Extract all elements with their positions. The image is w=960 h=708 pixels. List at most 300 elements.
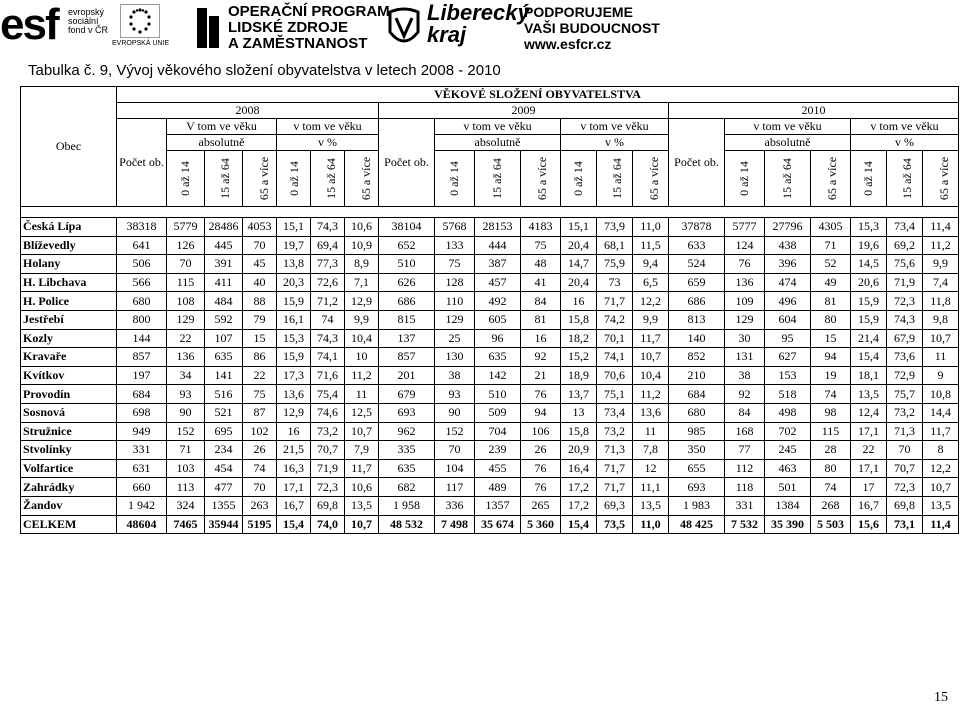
value-cell: 17,1 [277,478,311,497]
age-col-header [435,151,475,207]
logo-bar [0,0,660,58]
table-row [21,496,959,515]
value-cell: 26 [521,441,561,460]
value-cell: 70,7 [311,441,345,460]
value-cell: 13,6 [633,403,669,422]
value-cell: 484 [205,292,243,311]
value-cell: 74,3 [887,310,923,329]
value-cell: 11 [633,422,669,441]
value-cell: 136 [167,348,205,367]
esf-line-2: sociální [68,16,99,26]
value-cell: 635 [379,459,435,478]
value-cell: 15,4 [851,348,887,367]
obec-name-cell: Žandov [21,496,117,515]
esf-text [68,8,108,35]
total-value-cell: 35944 [205,515,243,534]
value-cell: 71,2 [311,292,345,311]
value-cell: 234 [205,441,243,460]
value-cell: 17,1 [851,422,887,441]
procent-2009: v % [561,135,669,151]
age-col-header [597,151,633,207]
value-cell: 10,9 [345,236,379,255]
value-cell: 10,7 [633,348,669,367]
value-cell: 75 [521,236,561,255]
value-cell: 15,8 [561,422,597,441]
value-cell: 201 [379,366,435,385]
value-cell: 73,2 [597,422,633,441]
value-cell: 12,4 [851,403,887,422]
value-cell: 17,1 [851,459,887,478]
value-cell: 11,2 [345,366,379,385]
value-cell: 75,4 [311,385,345,404]
value-cell: 28 [811,441,851,460]
value-cell: 77,3 [311,255,345,274]
value-cell: 693 [379,403,435,422]
value-cell: 18,9 [561,366,597,385]
age-col-header [561,151,597,207]
value-cell: 684 [117,385,167,404]
value-cell: 52 [811,255,851,274]
eu-label: EVROPSKÁ UNIE [112,40,170,47]
value-cell: 19,6 [851,236,887,255]
obec-name-cell: Holany [21,255,117,274]
value-cell: 16,3 [277,459,311,478]
value-cell: 28153 [475,218,521,237]
value-cell: 92 [521,348,561,367]
value-cell: 11,2 [633,385,669,404]
value-cell: 633 [669,236,725,255]
op-line-2: LIDSKÉ ZDROJE [228,19,349,36]
value-cell: 75,7 [887,385,923,404]
age-col-label: 65 a více [535,156,550,201]
value-cell: 131 [725,348,765,367]
value-cell: 5777 [725,218,765,237]
value-cell: 92 [725,385,765,404]
value-cell: 75,1 [597,385,633,404]
value-cell: 106 [521,422,561,441]
value-cell: 521 [205,403,243,422]
value-cell: 13,7 [561,385,597,404]
value-cell: 11,2 [923,236,959,255]
value-cell: 112 [725,459,765,478]
value-cell: 9,9 [345,310,379,329]
value-cell: 152 [435,422,475,441]
value-cell: 69,3 [597,496,633,515]
value-cell: 14,4 [923,403,959,422]
value-cell: 15,9 [851,310,887,329]
value-cell: 695 [205,422,243,441]
total-value-cell: 7465 [167,515,205,534]
value-cell: 11,1 [633,478,669,497]
age-col-label: 65 a více [257,156,272,201]
value-cell: 815 [379,310,435,329]
value-cell: 103 [167,459,205,478]
value-cell: 90 [167,403,205,422]
kraj-line-2: kraj [427,22,467,47]
total-value-cell: 7 498 [435,515,475,534]
age-col-header [205,151,243,207]
value-cell: 605 [475,310,521,329]
group-2010-abs: v tom ve věku [725,119,851,135]
vasi-line-1: PODPORUJEME [524,4,633,20]
value-cell: 698 [117,403,167,422]
age-col-header [243,151,277,207]
value-cell: 9,8 [923,310,959,329]
value-cell: 45 [243,255,277,274]
obec-name-cell: Kvítkov [21,366,117,385]
op-logo-icon [195,6,221,50]
total-row [21,515,959,534]
value-cell: 69,2 [887,236,923,255]
group-2009-pct: v tom ve věku [561,119,669,135]
value-cell: 454 [205,459,243,478]
value-cell: 12 [633,459,669,478]
value-cell: 16 [277,422,311,441]
total-value-cell: 74,0 [311,515,345,534]
total-value-cell: 7 532 [725,515,765,534]
value-cell: 73,4 [887,218,923,237]
age-col-header [277,151,311,207]
value-cell: 7,1 [345,273,379,292]
value-cell: 6,5 [633,273,669,292]
value-cell: 10,4 [633,366,669,385]
value-cell: 463 [765,459,811,478]
value-cell: 73,2 [887,403,923,422]
value-cell: 680 [669,403,725,422]
value-cell: 592 [205,310,243,329]
value-cell: 30 [725,329,765,348]
value-cell: 13 [561,403,597,422]
value-cell: 15,9 [277,348,311,367]
esf-line-3: fond v ČR [68,25,109,35]
age-col-label: 0 až 14 [737,161,751,196]
value-cell: 16,7 [851,496,887,515]
value-cell: 128 [435,273,475,292]
value-cell: 72,3 [887,292,923,311]
year-2009: 2009 [379,103,669,119]
value-cell: 70,1 [597,329,633,348]
total-value-cell: 48 532 [379,515,435,534]
value-cell: 41 [521,273,561,292]
value-cell: 15,2 [561,348,597,367]
obec-name-cell: H. Libchava [21,273,117,292]
spacer-cell [21,207,959,218]
value-cell: 71,7 [597,459,633,478]
value-cell: 631 [117,459,167,478]
value-cell: 12,9 [345,292,379,311]
value-cell: 16,7 [277,496,311,515]
value-cell: 130 [435,348,475,367]
value-cell: 506 [117,255,167,274]
value-cell: 660 [117,478,167,497]
value-cell: 15,1 [277,218,311,237]
value-cell: 76 [521,385,561,404]
spacer-row [21,207,959,218]
value-cell: 93 [435,385,475,404]
value-cell: 245 [765,441,811,460]
value-cell: 516 [205,385,243,404]
total-value-cell: 11,4 [923,515,959,534]
value-cell: 13,5 [345,496,379,515]
value-cell: 70 [243,478,277,497]
value-cell: 852 [669,348,725,367]
total-value-cell: 15,4 [277,515,311,534]
procent-2010: v % [851,135,959,151]
value-cell: 74 [311,310,345,329]
value-cell: 152 [167,422,205,441]
value-cell: 76 [521,459,561,478]
value-cell: 985 [669,422,725,441]
value-cell: 509 [475,403,521,422]
value-cell: 10,4 [345,329,379,348]
value-cell: 682 [379,478,435,497]
value-cell: 396 [765,255,811,274]
value-cell: 69,8 [311,496,345,515]
header-obec: Obec [21,87,117,207]
value-cell: 16,4 [561,459,597,478]
total-value-cell: 73,5 [597,515,633,534]
value-cell: 15,3 [277,329,311,348]
age-col-header [851,151,887,207]
value-cell: 9,9 [633,310,669,329]
value-cell: 77 [725,441,765,460]
age-col-header [345,151,379,207]
value-cell: 74,3 [311,329,345,348]
age-col-label: 65 a více [825,156,840,201]
value-cell: 142 [475,366,521,385]
group-2008-abs: V tom ve věku [167,119,277,135]
value-cell: 12,2 [923,459,959,478]
value-cell: 95 [765,329,811,348]
value-cell: 113 [167,478,205,497]
value-cell: 70,6 [597,366,633,385]
age-col-label: 0 až 14 [286,161,301,196]
value-cell: 15,3 [851,218,887,237]
value-cell: 10 [345,348,379,367]
value-cell: 117 [435,478,475,497]
obec-name-cell: Volfartice [21,459,117,478]
value-cell: 84 [521,292,561,311]
value-cell: 70,7 [887,459,923,478]
value-cell: 11,8 [923,292,959,311]
year-2008: 2008 [117,103,379,119]
total-value-cell: 48 425 [669,515,725,534]
value-cell: 70 [887,441,923,460]
value-cell: 49 [811,273,851,292]
value-cell: 857 [117,348,167,367]
value-cell: 14,7 [561,255,597,274]
value-cell: 12,5 [345,403,379,422]
value-cell: 70 [243,236,277,255]
value-cell: 21 [521,366,561,385]
total-value-cell: 35 390 [765,515,811,534]
table-row [21,292,959,311]
value-cell: 474 [765,273,811,292]
value-cell: 74,1 [597,348,633,367]
value-cell: 126 [167,236,205,255]
age-col-header [923,151,959,207]
value-cell: 74,3 [311,218,345,237]
value-cell: 69,8 [887,496,923,515]
value-cell: 10,6 [345,478,379,497]
total-value-cell: 48604 [117,515,167,534]
value-cell: 75,6 [887,255,923,274]
obec-name-cell: Blíževedly [21,236,117,255]
value-cell: 71 [167,441,205,460]
value-cell: 71,7 [597,292,633,311]
value-cell: 69,4 [311,236,345,255]
value-cell: 962 [379,422,435,441]
esf-letters: esf [0,0,58,49]
value-cell: 566 [117,273,167,292]
value-cell: 75,9 [597,255,633,274]
value-cell: 324 [167,496,205,515]
value-cell: 129 [435,310,475,329]
value-cell: 10,8 [923,385,959,404]
value-cell: 12,9 [277,403,311,422]
table-row [21,310,959,329]
value-cell: 17 [851,478,887,497]
value-cell: 684 [669,385,725,404]
kraj-logo-text [427,2,530,46]
value-cell: 11,7 [923,422,959,441]
value-cell: 109 [725,292,765,311]
value-cell: 445 [205,236,243,255]
value-cell: 11,7 [633,329,669,348]
obec-name-cell: Stružnice [21,422,117,441]
value-cell: 20,6 [851,273,887,292]
value-cell: 12,2 [633,292,669,311]
value-cell: 391 [205,255,243,274]
value-cell: 74,2 [597,310,633,329]
value-cell: 15 [811,329,851,348]
value-cell: 84 [725,403,765,422]
value-cell: 5768 [435,218,475,237]
kraj-logo-icon [386,6,422,50]
value-cell: 336 [435,496,475,515]
value-cell: 38104 [379,218,435,237]
value-cell: 93 [167,385,205,404]
value-cell: 20,4 [561,236,597,255]
value-cell: 22 [243,366,277,385]
age-col-header [765,151,811,207]
value-cell: 34 [167,366,205,385]
value-cell: 8,9 [345,255,379,274]
value-cell: 17,2 [561,478,597,497]
value-cell: 94 [521,403,561,422]
obec-name-cell: Zahrádky [21,478,117,497]
value-cell: 107 [205,329,243,348]
value-cell: 455 [475,459,521,478]
value-cell: 27796 [765,218,811,237]
value-cell: 11,0 [633,218,669,237]
value-cell: 387 [475,255,521,274]
value-cell: 11,5 [633,236,669,255]
value-cell: 133 [435,236,475,255]
obec-name-cell: Stvolínky [21,441,117,460]
value-cell: 80 [811,310,851,329]
value-cell: 73,6 [887,348,923,367]
value-cell: 659 [669,273,725,292]
table-row [21,403,959,422]
value-cell: 96 [475,329,521,348]
total-value-cell: 11,0 [633,515,669,534]
value-cell: 17,2 [561,496,597,515]
value-cell: 524 [669,255,725,274]
value-cell: 19 [811,366,851,385]
value-cell: 67,9 [887,329,923,348]
total-value-cell: 5195 [243,515,277,534]
value-cell: 87 [243,403,277,422]
value-cell: 73,9 [597,218,633,237]
value-cell: 104 [435,459,475,478]
vasi-line-3: www.esfcr.cz [524,36,612,52]
value-cell: 693 [669,478,725,497]
value-cell: 22 [167,329,205,348]
value-cell: 813 [669,310,725,329]
value-cell: 641 [117,236,167,255]
value-cell: 411 [205,273,243,292]
value-cell: 90 [435,403,475,422]
value-cell: 153 [765,366,811,385]
value-cell: 40 [243,273,277,292]
value-cell: 1 983 [669,496,725,515]
value-cell: 13,6 [277,385,311,404]
value-cell: 9 [923,366,959,385]
value-cell: 444 [475,236,521,255]
value-cell: 10,7 [345,422,379,441]
value-cell: 680 [117,292,167,311]
age-col-label: 15 až 64 [780,158,794,199]
value-cell: 74 [811,385,851,404]
value-cell: 21,4 [851,329,887,348]
vasi-line-2: VAŠI BUDOUCNOST [524,20,660,36]
value-cell: 15,9 [851,292,887,311]
value-cell: 702 [765,422,811,441]
obec-name-cell: Provodín [21,385,117,404]
value-cell: 81 [811,292,851,311]
age-col-header [725,151,765,207]
obec-name-cell: Kozly [21,329,117,348]
value-cell: 76 [521,478,561,497]
value-cell: 8 [923,441,959,460]
eu-flag-icon [120,4,160,38]
total-value-cell: 35 674 [475,515,521,534]
obec-name-cell: Česká Lípa [21,218,117,237]
table-row [21,218,959,237]
age-col-header [521,151,561,207]
value-cell: 13,5 [923,496,959,515]
value-cell: 94 [811,348,851,367]
procent-2008: v % [277,135,379,151]
value-cell: 9,9 [923,255,959,274]
age-col-label: 0 až 14 [447,161,461,196]
value-cell: 15,8 [561,310,597,329]
value-cell: 71,7 [597,478,633,497]
table-row [21,441,959,460]
value-cell: 88 [243,292,277,311]
value-cell: 74,6 [311,403,345,422]
value-cell: 26 [243,441,277,460]
value-cell: 72,9 [887,366,923,385]
value-cell: 686 [669,292,725,311]
value-cell: 1384 [765,496,811,515]
total-value-cell: 5 360 [521,515,561,534]
page-number: 15 [934,690,948,705]
value-cell: 800 [117,310,167,329]
value-cell: 5779 [167,218,205,237]
value-cell: 4183 [521,218,561,237]
